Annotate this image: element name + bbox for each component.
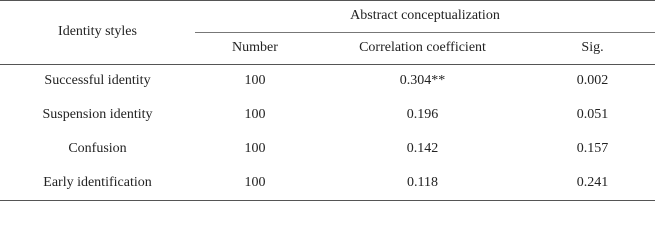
table-cell-sig: 0.241 [576,175,609,190]
table-cell-number: 100 [244,175,266,190]
table-cell-correlation: 0.196 [406,107,439,122]
row-label-successful-identity: Successful identity [44,73,151,88]
column-header-number: Number [232,40,278,55]
table-cell-correlation: 0.118 [407,175,438,190]
table-cell-correlation: 0.304** [399,73,446,88]
table-cell-number: 100 [244,73,266,88]
table-cell-sig: 0.051 [576,107,609,122]
table-cell-number: 100 [244,107,266,122]
group-header: Abstract conceptualization [350,8,500,23]
row-header-label: Identity styles [58,24,137,39]
table-cell-sig: 0.157 [576,141,609,156]
column-header-sig: Sig. [581,40,604,55]
row-label-early-identification: Early identification [43,175,152,190]
row-label-suspension-identity: Suspension identity [42,107,153,122]
column-header-correlation: Correlation coefficient [359,40,486,55]
row-label-confusion: Confusion [68,141,127,156]
table-cell-number: 100 [244,141,266,156]
table-bottom-rule [0,200,655,201]
table-cell-sig: 0.002 [576,73,609,88]
table-cell-correlation: 0.142 [406,141,439,156]
